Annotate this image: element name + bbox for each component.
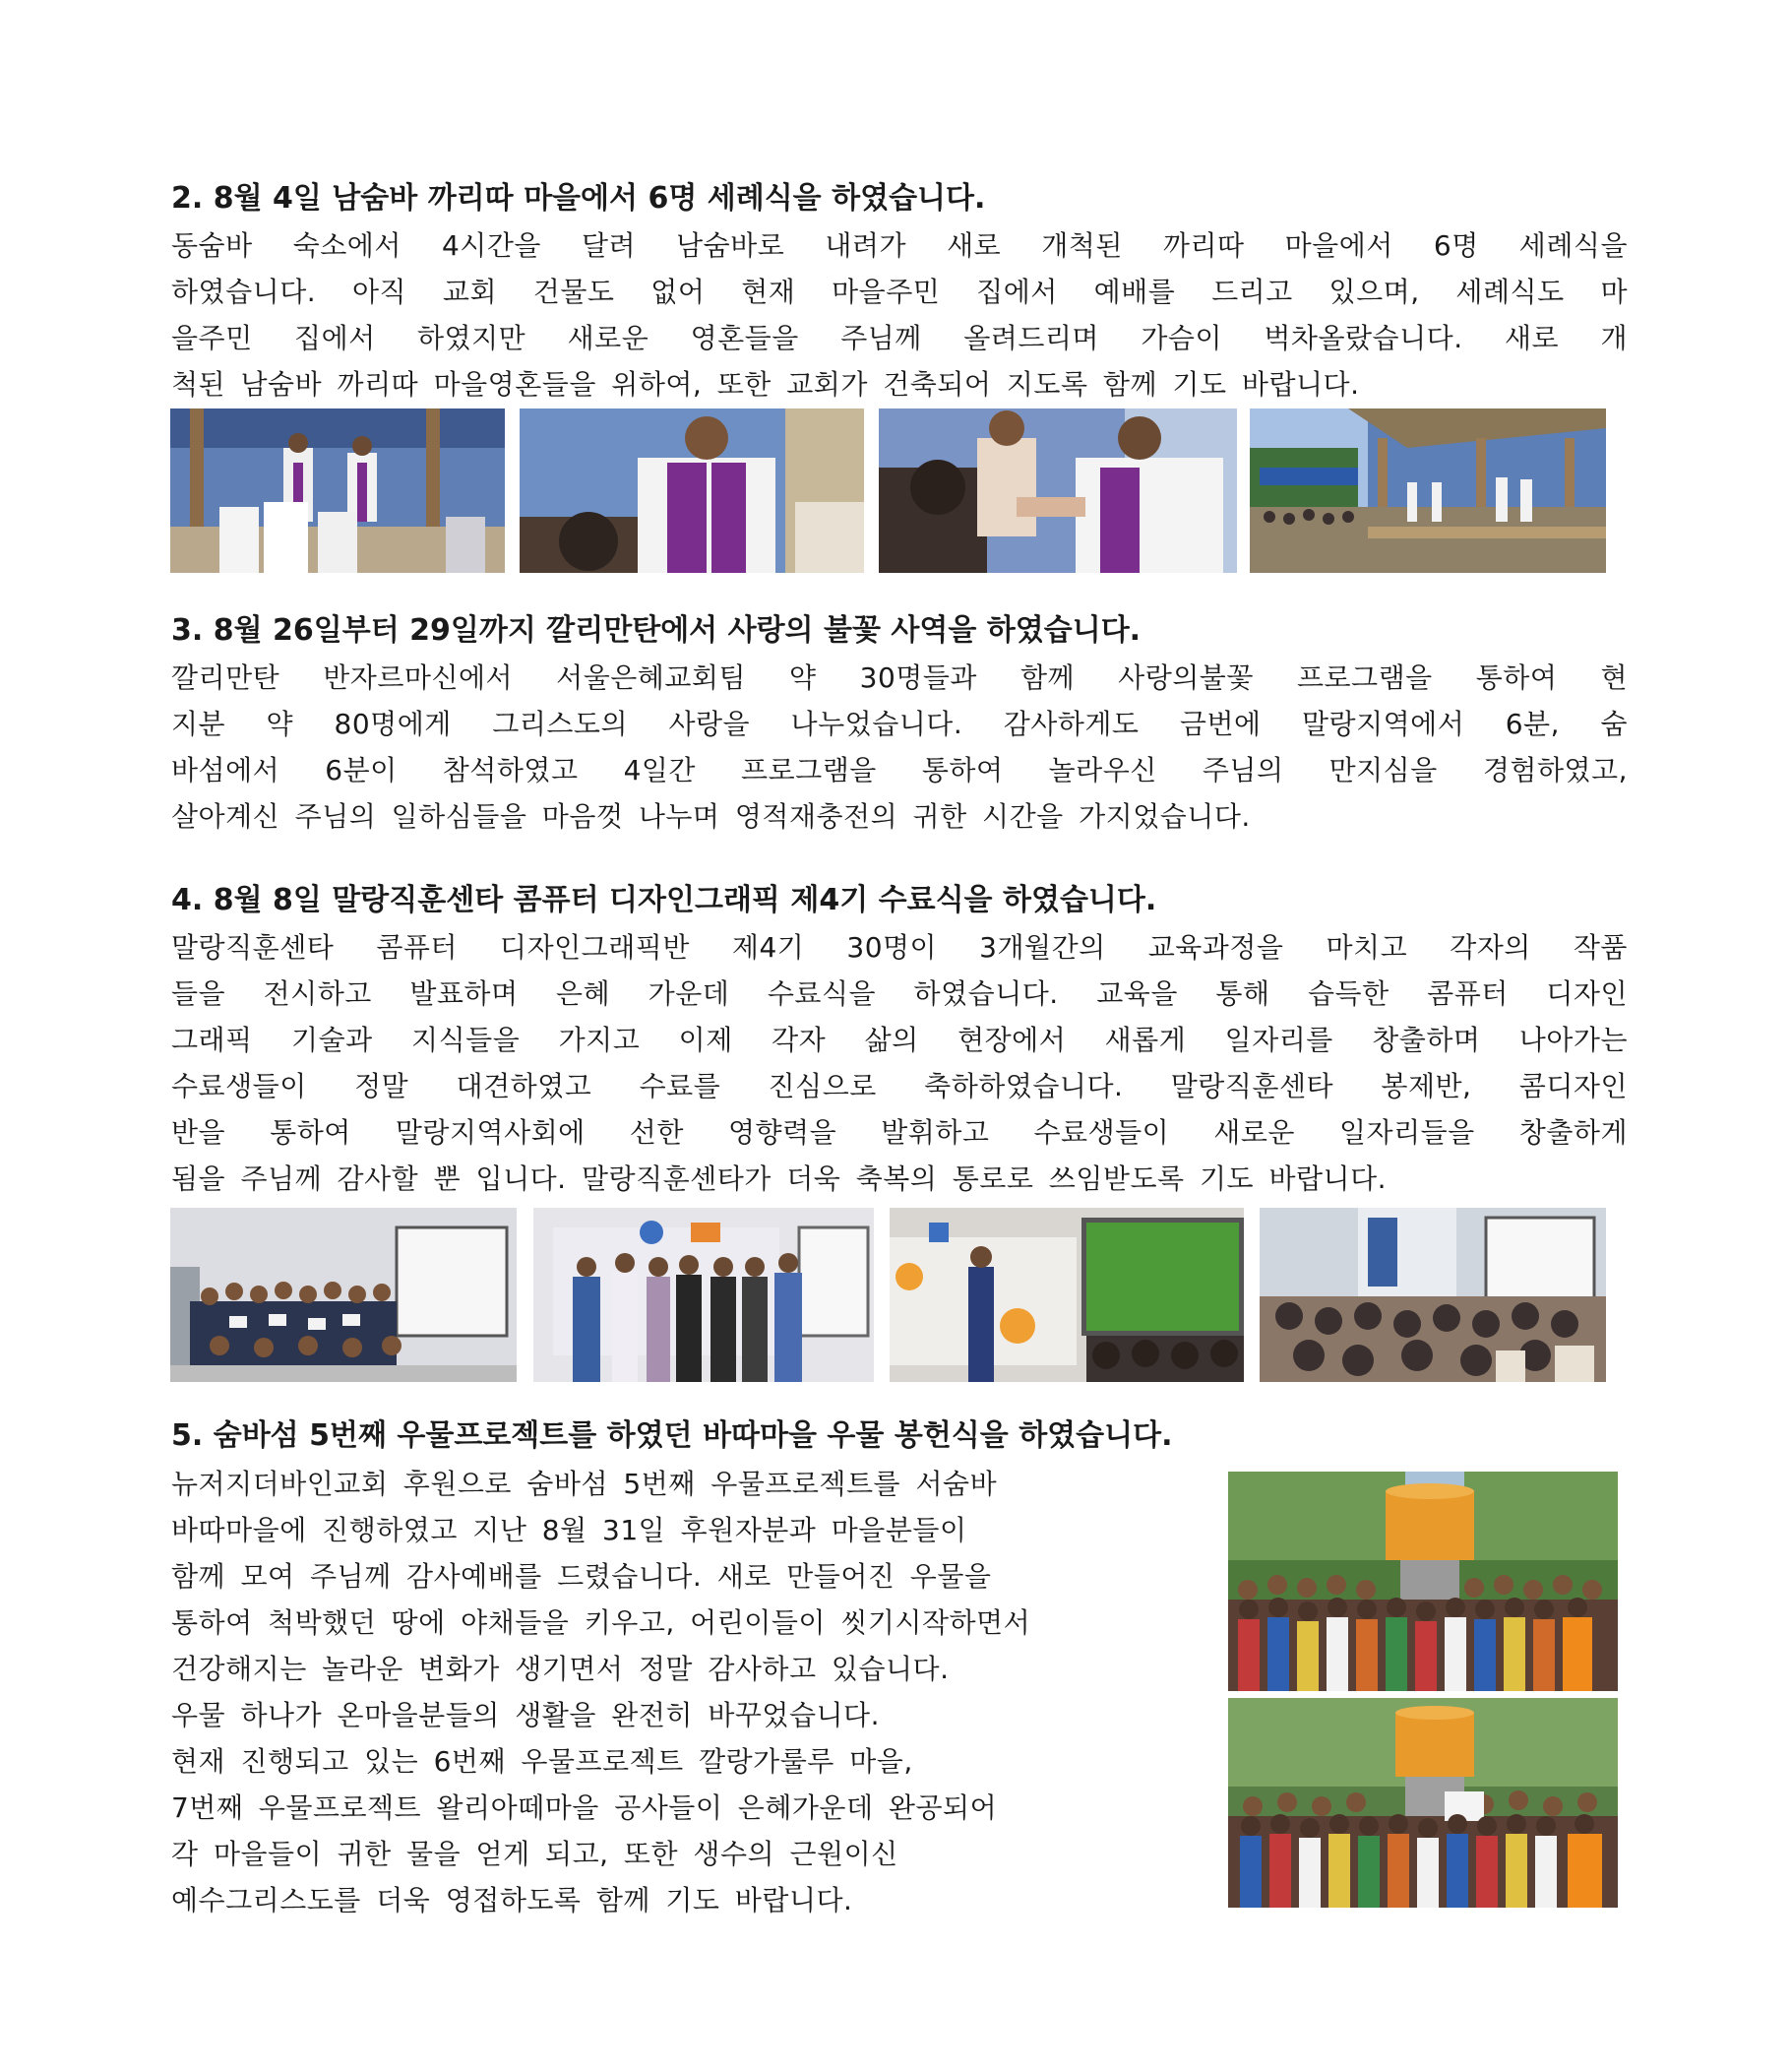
section-3-body bbox=[171, 655, 1628, 840]
well-photo-1 bbox=[1228, 1472, 1618, 1691]
body-line: 뉴저지더바인교회 후원으로 숨바섬 5번째 우물프로젝트를 서숨바 bbox=[171, 1468, 998, 1500]
body-line: 우물 하나가 온마을분들의 생활을 완전히 바꾸었습니다. bbox=[171, 1699, 881, 1731]
body-line: 동숨바 숙소에서 4시간을 달려 남숨바로 내려가 새로 개척된 까리따 마을에서 6명 세례식을 bbox=[171, 229, 1628, 262]
baptism-photo-3 bbox=[879, 408, 1237, 573]
body-line: 현재 진행되고 있는 6번째 우물프로젝트 깔랑가룰루 마을, bbox=[171, 1745, 913, 1778]
body-line: 말랑직훈센타 콤퓨터 디자인그래픽반 제4기 30명이 3개월간의 교육과정을 마치고 각자의 작품 bbox=[171, 931, 1628, 964]
graduation-photo-1 bbox=[170, 1208, 517, 1382]
section-2-heading: 2. 8월 4일 남숨바 까리따 마을에서 6명 세례식을 하였습니다. bbox=[171, 181, 986, 216]
section-2-body bbox=[171, 222, 1628, 408]
graduation-photo-2 bbox=[533, 1208, 874, 1382]
baptism-photo-1 bbox=[170, 408, 505, 573]
body-line: 예수그리스도를 더욱 영접하도록 함께 기도 바랍니다. bbox=[171, 1884, 853, 1916]
body-line: 건강해지는 놀라운 변화가 생기면서 정말 감사하고 있습니다. bbox=[171, 1653, 950, 1685]
baptism-photo-4 bbox=[1250, 408, 1606, 573]
body-line: 을주민 집에서 하였지만 새로운 영혼들을 주님께 올려드리며 가슴이 벅차올랐습니다. 새로 개 bbox=[171, 322, 1628, 354]
body-line: 통하여 척박했던 땅에 야채들을 키우고, 어린이들이 씻기시작하면서 bbox=[171, 1606, 1031, 1639]
body-line: 척된 남숨바 까리따 마을영혼들을 위하여, 또한 교회가 건축되어 지도록 함께 기도 바랍니다. bbox=[171, 368, 1360, 401]
section-5-heading: 5. 숨바섬 5번째 우물프로젝트를 하였던 바따마을 우물 봉헌식을 하였습니다. bbox=[171, 1418, 1173, 1453]
section-3-heading: 3. 8월 26일부터 29일까지 깔리만탄에서 사랑의 불꽃 사역을 하였습니다. bbox=[171, 613, 1142, 648]
section-5-body bbox=[171, 1461, 1214, 1923]
section-4-heading: 4. 8월 8일 말랑직훈센타 콤퓨터 디자인그래픽 제4기 수료식을 하였습니다. bbox=[171, 883, 1157, 917]
body-line: 함께 모여 주님께 감사예배를 드렸습니다. 새로 만들어진 우물을 bbox=[171, 1560, 992, 1593]
baptism-photo-2 bbox=[520, 408, 864, 573]
well-photo-2 bbox=[1228, 1698, 1618, 1908]
body-line: 하였습니다. 아직 교회 건물도 없어 현재 마을주민 집에서 예배를 드리고 있으며, 세례식도 마 bbox=[171, 276, 1628, 308]
body-line: 바섬에서 6분이 참석하였고 4일간 프로그램을 통하여 놀라우신 주님의 만지심을 경험하였고, bbox=[171, 754, 1628, 786]
body-line: 깔리만탄 반자르마신에서 서울은혜교회팀 약 30명들과 함께 사랑의불꽃 프로그램을 통하여 현 bbox=[171, 661, 1628, 694]
body-line: 7번째 우물프로젝트 왈리아떼마을 공사들이 은혜가운데 완공되어 bbox=[171, 1791, 998, 1824]
body-line: 됨을 주님께 감사할 뿐 입니다. 말랑직훈센타가 더욱 축복의 통로로 쓰임받도록 기도 바랍니다. bbox=[171, 1162, 1388, 1195]
graduation-photo-3 bbox=[890, 1208, 1244, 1382]
body-line: 살아계신 주님의 일하심들을 마음껏 나누며 영적재충전의 귀한 시간을 가지었습니다. bbox=[171, 800, 1251, 833]
body-line: 각 마을들이 귀한 물을 얻게 되고, 또한 생수의 근원이신 bbox=[171, 1838, 898, 1870]
body-line: 수료생들이 정말 대견하였고 수료를 진심으로 축하하였습니다. 말랑직훈센타 봉제반, 콤디자인 bbox=[171, 1070, 1628, 1102]
body-line: 그래픽 기술과 지식들을 가지고 이제 각자 삶의 현장에서 새롭게 일자리를 창출하며 나아가는 bbox=[171, 1024, 1628, 1056]
body-line: 들을 전시하고 발표하며 은혜 가운데 수료식을 하였습니다. 교육을 통해 습득한 콤퓨터 디자인 bbox=[171, 977, 1628, 1010]
graduation-photo-4 bbox=[1260, 1208, 1606, 1382]
body-line: 반을 통하여 말랑지역사회에 선한 영향력을 발휘하고 수료생들이 새로운 일자리들을 창출하게 bbox=[171, 1116, 1628, 1149]
body-line: 바따마을에 진행하였고 지난 8월 31일 후원자분과 마을분들이 bbox=[171, 1514, 967, 1546]
section-4-body bbox=[171, 924, 1628, 1202]
body-line: 지분 약 80명에게 그리스도의 사랑을 나누었습니다. 감사하게도 금번에 말랑지역에서 6분, 숨 bbox=[171, 708, 1628, 740]
